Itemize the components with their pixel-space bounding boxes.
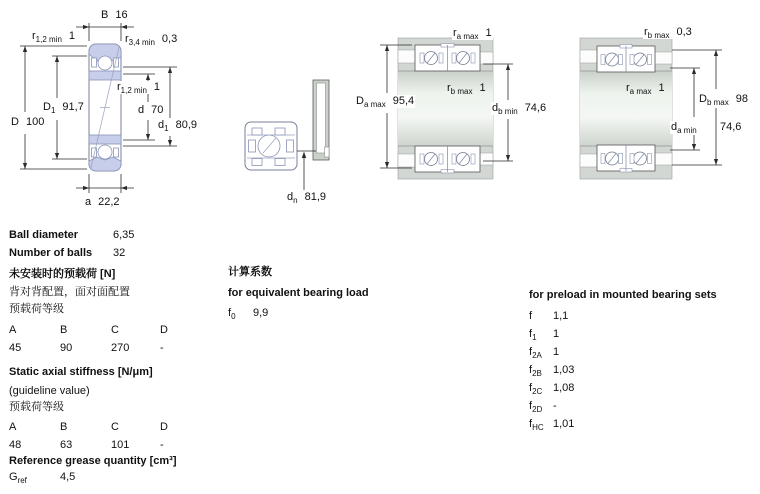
preload-table-values: 45 90 270 - [9, 342, 164, 354]
calc-factors-title: 计算系数 [228, 266, 272, 278]
stiffness-section-title: Static axial stiffness [N/μm] [9, 366, 153, 378]
factor-row-f2C: $f_{2C}$ 1,08 [529, 382, 575, 396]
dim-value-da-min: 74,6 [720, 121, 742, 133]
stiffness-table-values: 48 63 101 - [9, 439, 164, 451]
preload-section-title: 未安装时的预载荷 [N] [9, 268, 116, 280]
spec-value: 32 [113, 247, 126, 259]
factor-row-f: f 1,1 [529, 310, 569, 322]
dim-label-rb-max: $r_{b max}$ 1 [447, 82, 486, 96]
dim-label-D1: $D_1$ 91,7 [43, 101, 84, 115]
dim-label-r12-right: $r_{1,2 min}$ 1 [117, 81, 161, 95]
stiffness-table-header: A B C D [9, 421, 168, 433]
preload-sets-title: for preload in mounted bearing sets [529, 289, 717, 301]
arrowheads [692, 50, 718, 165]
bearing-pair-bottom [415, 146, 480, 173]
dim-label-ra-max-2: $r_{a max}$ 1 [626, 82, 665, 96]
dim-label-d1: $d_1$ 80,9 [158, 119, 197, 133]
dim-label-a: a 22,2 [85, 196, 120, 208]
preload-class-label: 预载荷等级 [9, 303, 64, 315]
dim-label-rb-max-2: $r_{b max}$ 0,3 [644, 26, 692, 40]
dim-label-ra-max: $r_{a max}$ 1 [453, 27, 492, 41]
preload-arrangement-text: 背对背配置，面对面配置 [9, 286, 130, 298]
dim-label-B: B 16 [101, 9, 128, 21]
bearing-body [89, 44, 121, 171]
spec-value: 4,5 [60, 471, 76, 483]
bearing-pair-top [415, 44, 480, 72]
dim-label-d: d 70 [138, 104, 164, 116]
equivalent-load-title: for equivalent bearing load [228, 287, 369, 299]
spec-value: 6,35 [113, 229, 135, 241]
preload-table-header: A B C D [9, 324, 168, 336]
dim-label-r34: $r_{3,4 min}$ 0,3 [125, 33, 178, 47]
dim-label-Db-max: $D_{b max}$ 98 [699, 93, 748, 107]
dimension-lines [670, 50, 722, 165]
dim-label-dn: $d_n$ 81,9 [287, 191, 326, 205]
spec-label: Ball diameter [9, 229, 79, 241]
stiffness-class-label: 预载荷等级 [9, 401, 64, 413]
bearing-pair-top [597, 45, 655, 73]
factor-row-f1: $f_1$ 1 [529, 328, 560, 342]
stiffness-guideline-text: (guideline value) [9, 385, 90, 397]
ball-icon [98, 56, 112, 70]
spec-value: 9,9 [253, 307, 269, 319]
dim-value: 16 [115, 9, 128, 21]
grease-section-title: Reference grease quantity [cm³] [9, 455, 177, 467]
dim-label-db-min: $d_{b min}$ 74,6 [492, 102, 547, 116]
dim-label-da-min: $d_{a min}$ [671, 121, 697, 135]
factor-row-f2B: $f_{2B}$ 1,03 [529, 364, 575, 378]
factor-row-f2A: $f_{2A}$ 1 [529, 346, 560, 360]
factor-row-f0: $f_0$ 9,9 [228, 307, 269, 321]
bearing-detail [245, 122, 297, 170]
mounting-detail-diagram [225, 55, 360, 197]
dim-label-Da-max: $D_{a max}$ 95,4 [356, 95, 415, 109]
factor-row-f2D: $f_{2D}$ - [529, 400, 557, 414]
dim-label-r12-top: $r_{1,2 min}$ 1 [32, 30, 76, 44]
spec-number-of-balls [9, 247, 125, 260]
ball-icon [98, 145, 112, 159]
spacer-sleeve [313, 80, 329, 160]
bearing-pair-bottom [597, 145, 655, 172]
spec-ball-diameter [9, 229, 134, 242]
factor-row-fHC: $f_{HC}$ 1,01 [529, 418, 575, 432]
spec-label: Number of balls [9, 247, 93, 259]
grease-quantity-row: $G_{ref}$ 4,5 [9, 471, 76, 485]
dim-label-D: D 100 [11, 116, 45, 128]
